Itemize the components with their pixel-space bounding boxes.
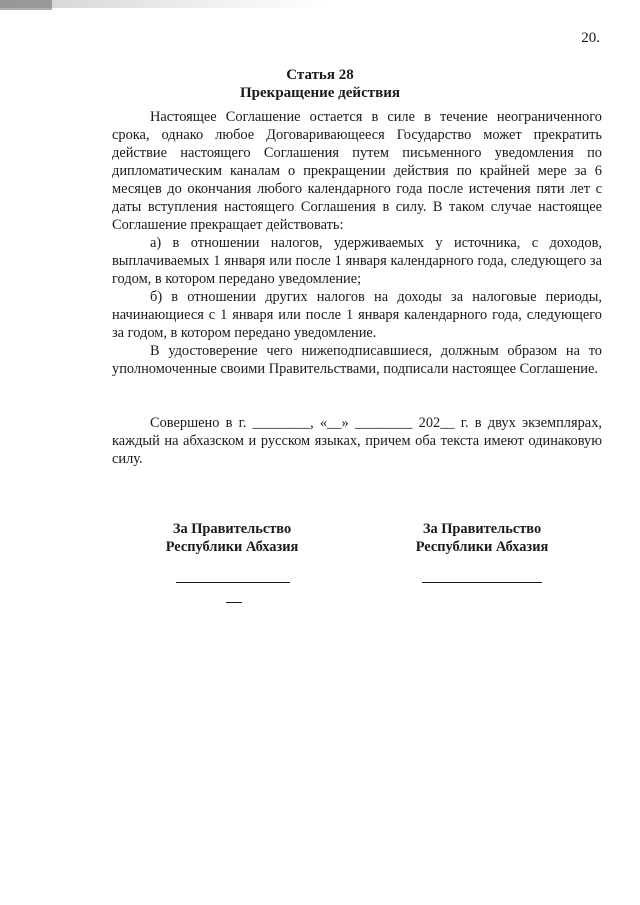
paragraph-termination: Настоящее Соглашение остается в силе в течение неограниченного срока, однако любое Договаривающееся Государство может прекратить действие настоящего Соглашения путем письменного уведомления по дипломатическим каналам о прекращении действия по крайней мере за 6 месяцев до окончания любого календарного года после истечения пяти лет с даты вступления настоящего Соглашения в силу. В таком случае настоящее Соглашение прекращает действовать: xyxy=(112,109,602,233)
article-body xyxy=(112,108,602,378)
signature-line-left xyxy=(176,582,290,583)
signature-left-line1: За Правительство xyxy=(172,521,292,537)
page-number: 20. xyxy=(581,30,600,46)
article-number: Статья 28 xyxy=(286,67,354,83)
signature-left-line2: Республики Абхазия xyxy=(165,539,299,555)
signature-dash-mark xyxy=(226,602,242,603)
done-at-clause xyxy=(112,414,602,468)
paragraph-in-witness: В удостоверение чего нижеподписавшиеся, должным образом на то уполномоченные своими Правительствами, подписали настоящее Соглашение. xyxy=(112,343,602,377)
article-title: Прекращение действия xyxy=(240,85,400,101)
signature-right-line1: За Правительство xyxy=(422,521,542,537)
paragraph-other-taxes: б) в отношении других налогов на доходы за налоговые периоды, начинающиеся с 1 января или после 1 января календарного года, следующего за годом, в котором передано уведомление. xyxy=(112,289,602,341)
paragraph-withholding-taxes: а) в отношении налогов, удерживаемых у источника, с доходов, выплачиваемых 1 января или после 1 января календарного года, следующего за годом, в котором передано уведомление; xyxy=(112,235,602,287)
signature-line-right xyxy=(422,582,542,583)
scan-edge-mark xyxy=(0,0,52,10)
done-at-text: Совершено в г. ________, «__» ________ 202__ г. в двух экземплярах, каждый на абхазском и русском языках, причем оба текста имеют одинаковую силу. xyxy=(112,415,602,467)
signature-right-line2: Республики Абхазия xyxy=(415,539,549,555)
article-heading xyxy=(0,66,640,102)
signature-block-right xyxy=(372,520,592,556)
signature-block-left xyxy=(122,520,342,556)
